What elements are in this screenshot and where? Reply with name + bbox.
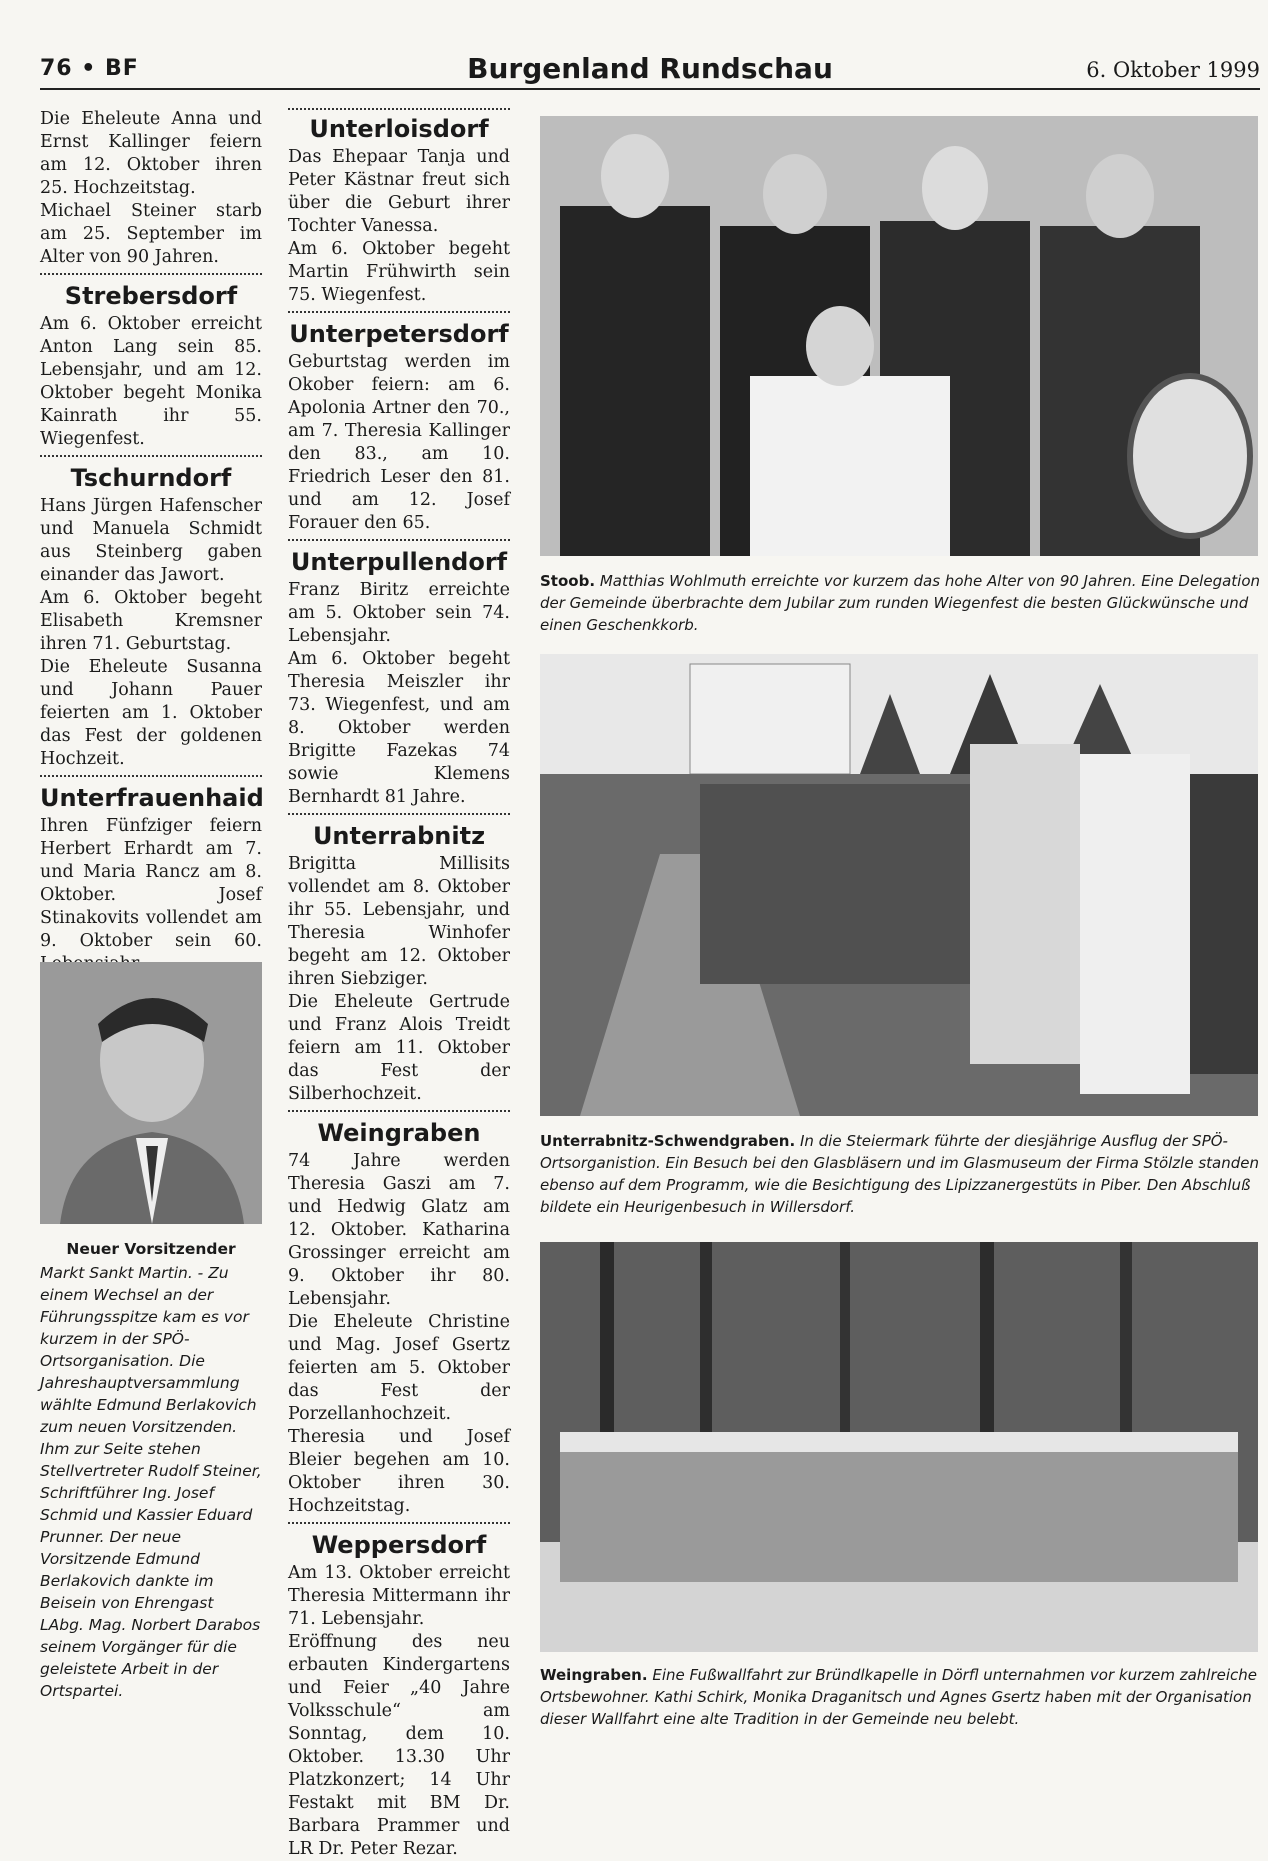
photo-stoob (540, 116, 1258, 556)
column-middle (288, 108, 510, 1861)
column-left (40, 108, 262, 976)
portrait-caption-text: Markt Sankt Martin. - Zu einem Wechsel an der Führungsspitze kam es vor kurzem in der SPÖ-Ortsorganisation. Die Jahreshauptversammlung wählte Edmund Berlakovich zum neuen Vorsitzenden. Ihm zur Seite stehen Stellvertreter Rudolf Steiner, Schriftführer Ing. Josef Schmid und Kassier Eduard Prunner. Der neue Vorsitzende Edmund Berlakovich dankte im Beisein von Ehrengast LAbg. Mag. Norbert Darabos seinem Vorgänger für die geleistete Arbeit in der Ortspartei. (40, 1264, 262, 1700)
portrait-caption-heading: Neuer Vorsitzender (66, 1240, 236, 1258)
article-paragraph: Am 6. Oktober begeht Theresia Meiszler ihr 73. Wiegenfest, und am 8. Oktober werden Brigitte Fazekas 74 sowie Klemens Bernhardt 81 Jahre. (288, 649, 510, 807)
photo-unterrabnitz (540, 654, 1258, 1116)
caption-text: In die Steiermark führte der diesjährige Ausflug der SPÖ-Ortsorganistion. Ein Besuch bei den Glasbläsern und im Glasmuseum der Firma Stölzle standen ebenso auf dem Programm, wie die Besichtigung des Lipizzanergestüts in Piber. Den Abschluß bildete ein Heurigenbesuch in Willersdorf. (540, 1132, 1259, 1216)
section-heading: Unterloisdorf (309, 115, 489, 143)
section-heading: Unterrabnitz (288, 813, 510, 851)
article-paragraph: Franz Biritz erreichte am 5. Oktober sein 74. Lebensjahr. (288, 580, 510, 646)
article-paragraph: Am 13. Oktober erreicht Theresia Mittermann ihr 71. Lebensjahr. (288, 1563, 510, 1629)
photo-caption-stoob (540, 570, 1260, 636)
caption-lead: Weingraben. (540, 1666, 648, 1684)
caption-lead: Stoob. (540, 572, 596, 590)
masthead (40, 52, 1260, 92)
article-paragraph: Das Ehepaar Tanja und Peter Kästnar freut sich über die Geburt ihrer Tochter Vanessa. (288, 147, 510, 236)
article-paragraph: Geburtstag werden im Okober feiern: am 6. Apolonia Artner den 70., am 7. Theresia Kallinger den 83., am 10. Friedrich Leser den 81. und am 12. Josef Forauer den 65. (288, 352, 510, 533)
article-paragraph: Am 6. Oktober begeht Elisabeth Kremsner ihren 71. Geburtstag. (40, 588, 262, 654)
section-heading: Unterfrauenhaid (40, 775, 262, 813)
caption-text: Eine Fußwallfahrt zur Bründlkapelle in Dörfl unternahmen vor kurzem zahlreiche Ortsbewohner. Kathi Schirk, Monika Draganitsch und Agnes Gsertz haben mit der Organisation dieser Wallfahrt eine alte Tradition in der Gemeinde neu belebt. (540, 1666, 1258, 1728)
page-number: 76 • BF (40, 56, 139, 81)
article-paragraph: Die Eheleute Susanna und Johann Pauer feierten am 1. Oktober das Fest der goldenen Hochzeit. (40, 657, 262, 769)
section-heading: Unterpetersdorf (288, 311, 510, 349)
section-heading: Weppersdorf (288, 1522, 510, 1560)
caption-text: Matthias Wohlmuth erreichte vor kurzem das hohe Alter von 90 Jahren. Eine Delegation der Gemeinde überbrachte dem Jubilar zum runden Wiegenfest die besten Glückwünsche und einen Geschenkkorb. (540, 572, 1261, 634)
photo-caption-weingraben (540, 1664, 1260, 1730)
portrait-photo (40, 962, 262, 1224)
article-paragraph: Die Eheleute Christine und Mag. Josef Gsertz feierten am 5. Oktober das Fest der Porzellanhochzeit. (288, 1312, 510, 1424)
article-paragraph: Theresia und Josef Bleier begehen am 10. Oktober ihren 30. Hochzeitstag. (288, 1427, 510, 1516)
issue-date: 6. Oktober 1999 (1086, 58, 1260, 82)
article-paragraph: Brigitta Millisits vollendet am 8. Oktober ihr 55. Lebensjahr, und Theresia Winhofer begeht am 12. Oktober ihren Siebziger. (288, 854, 510, 989)
article-paragraph: 74 Jahre werden Theresia Gaszi am 7. und Hedwig Glatz am 12. Oktober. Katharina Grossinger erreicht am 9. Oktober ihr 80. Lebensjahr. (288, 1151, 510, 1309)
article-paragraph: Am 6. Oktober erreicht Anton Lang sein 85. Lebensjahr, und am 12. Oktober begeht Monika Kainrath ihr 55. Wiegenfest. (40, 314, 262, 449)
header-rule (40, 88, 1260, 90)
section-heading: Strebersdorf (40, 273, 262, 311)
article-paragraph: Eröffnung des neu erbauten Kindergartens und Feier „40 Jahre Volksschule“ am Sonntag, dem 10. Oktober. 13.30 Uhr Platzkonzert; 14 Uhr Festakt mit BM Dr. Barbara Prammer und LR Dr. Peter Rezar. (288, 1632, 510, 1859)
article-paragraph: Die Eheleute Anna und Ernst Kallinger feiern am 12. Oktober ihren 25. Hochzeitstag. (40, 109, 262, 198)
newspaper-title: Burgenland Rundschau (467, 52, 833, 85)
article-paragraph: Die Eheleute Gertrude und Franz Alois Treidt feiern am 11. Oktober das Fest der Silberhochzeit. (288, 992, 510, 1104)
article-paragraph: Am 6. Oktober begeht Martin Frühwirth sein 75. Wiegenfest. (288, 239, 510, 305)
photo-weingraben (540, 1242, 1258, 1652)
section-heading: Unterpullendorf (288, 539, 510, 577)
article-paragraph: Michael Steiner starb am 25. September im Alter von 90 Jahren. (40, 201, 262, 267)
article-paragraph: Hans Jürgen Hafenscher und Manuela Schmidt aus Steinberg gaben einander das Jawort. (40, 496, 262, 585)
section-heading: Weingraben (288, 1110, 510, 1148)
portrait-caption (40, 1238, 262, 1702)
photo-caption-unterrabnitz (540, 1130, 1260, 1218)
caption-lead: Unterrabnitz-Schwendgraben. (540, 1132, 796, 1150)
article-paragraph: Ihren Fünfziger feiern Herbert Erhardt am 7. und Maria Rancz am 8. Oktober. Josef Stinakovits vollendet am 9. Oktober sein 60. (40, 816, 262, 951)
section-heading: Tschurndorf (40, 455, 262, 493)
